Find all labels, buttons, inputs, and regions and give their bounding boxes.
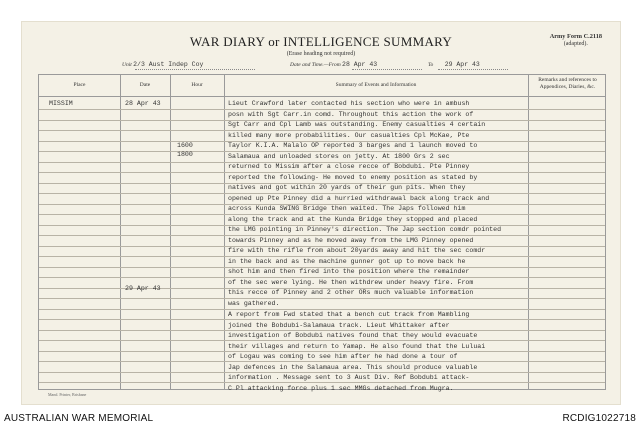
- summary-line: in the back and as the machine gunner got up to move back he: [228, 257, 466, 265]
- summary-line: reported the following- He moved to enemy position as stated by: [228, 173, 478, 181]
- summary-line: natives and got within 20 yards of their gun pits. When they: [228, 184, 466, 191]
- summary-line: along the track and at the Kunda Bridge they stopped and placed: [228, 215, 478, 223]
- ruled-line: [39, 382, 605, 383]
- column-divider: [120, 75, 121, 389]
- unit-field: [122, 61, 203, 68]
- summary-line: Taylor K.I.A. Malalo OP reported 3 barges and 1 launch moved to: [228, 142, 478, 149]
- column-divider: [528, 75, 529, 389]
- column-header-date: Date: [139, 82, 151, 88]
- footer-source: AUSTRALIAN WAR MEMORIAL: [4, 413, 154, 424]
- summary-line: was gathered.: [228, 299, 280, 307]
- summary-line: Jap defences in the Salamaua area. This should produce valuable: [228, 363, 478, 371]
- unit-label: Unit: [122, 62, 132, 68]
- ruled-line: [39, 330, 605, 331]
- ruled-line: [39, 361, 605, 362]
- diary-page: [22, 22, 620, 404]
- remarks-header-line-2: Appendices, Diaries, &c.: [539, 83, 596, 90]
- printer-credit: Mand. Printer, Brisbane: [48, 392, 87, 397]
- ruled-line: [39, 298, 605, 299]
- summary-line: the LMG pointing in Pinney's direction. The Jap section comdr pointed: [228, 226, 502, 233]
- date-from-underline: [352, 69, 422, 70]
- date-cell: 28 Apr 43: [125, 100, 161, 107]
- summary-line: returned to Missim after a close recce of Bobdubi. Pte Pinney: [228, 163, 470, 170]
- date-to-underline: [438, 69, 508, 70]
- ruled-line: [39, 351, 605, 352]
- ruled-line: [39, 340, 605, 341]
- summary-line: killed many more probabilities. Our casualties Cpl McKae, Pte: [228, 131, 470, 139]
- date-to-value: 29 Apr 43: [444, 61, 480, 68]
- form-number: [550, 33, 602, 48]
- summary-line: Sgt Carr and Cpl Lamb was outstanding. Enemy casualties 4 certain: [228, 121, 486, 128]
- column-divider: [170, 75, 171, 389]
- date-to-field: [428, 61, 480, 68]
- header-rule: [39, 96, 605, 97]
- summary-line: shot him and then fired into the position where the remainder: [228, 268, 470, 275]
- ruled-line: [39, 372, 605, 373]
- page-title: WAR DIARY or INTELLIGENCE SUMMARY: [189, 34, 453, 49]
- summary-line: this recce of Pinney and 2 other ORs much valuable information: [228, 289, 474, 296]
- page-subtitle: (Erase heading not required): [286, 51, 356, 57]
- column-divider: [224, 75, 225, 389]
- form-number-label: Army Form C.2118: [549, 33, 602, 40]
- summary-line: fire with the rifle from about 20yards away and hit the sec comdr: [228, 247, 486, 254]
- date-label: Date and Time.—From: [290, 62, 341, 68]
- summary-line: information . Message sent to 3 Aust Div. Ref Bobdubi attack-: [228, 374, 470, 381]
- summary-line: A report from Fwd stated that a bench cut track from Mambling: [228, 311, 470, 318]
- column-header-summary: Summary of Events and Information: [335, 82, 417, 88]
- hour-cell: 1800: [177, 151, 193, 158]
- unit-underline: [135, 69, 255, 70]
- footer-record-id: RCDIG1022718: [562, 413, 636, 424]
- column-header-remarks: [528, 77, 607, 90]
- hour-cell: 1600: [177, 142, 193, 149]
- summary-line: joined the Bobdubi-Salamaua track. Lieut Whittaker after: [228, 321, 450, 329]
- date-range-field: [290, 61, 377, 68]
- summary-line: across Kunda SWING Bridge then waited. The Japs followed him: [228, 205, 466, 212]
- form-adapted-note: (adapted).: [563, 41, 588, 47]
- summary-line: Salamaua and unloaded stores on jetty. At 1800 Grs 2 sec: [228, 152, 450, 160]
- date-from-value: 28 Apr 43: [342, 61, 378, 68]
- column-header-hour: Hour: [191, 82, 203, 88]
- summary-line: towards Pinney and as he moved away from the LMG Pinney opened: [228, 236, 474, 244]
- summary-line: their villages and return to Yamap. He also found that the Luluai: [228, 342, 486, 350]
- summary-line: posn with Sgt Carr.in comd. Throughout this action the work of: [228, 110, 474, 118]
- to-label: To: [428, 62, 434, 68]
- summary-line: opened up Pte Pinney did a hurried withdrawal back along track and: [228, 194, 490, 202]
- place-cell: MISSIM: [49, 100, 73, 107]
- summary-line: Lieut Crawford later contacted his section who were in ambush: [228, 100, 470, 107]
- summary-line: of Logau was coming to see him after he had done a tour of: [228, 353, 458, 360]
- date-cell: 29 Apr 43: [125, 285, 161, 292]
- ruled-line: [39, 319, 605, 320]
- unit-value: 2/3 Aust Indep Coy: [133, 61, 204, 68]
- remarks-header-line-1: Remarks and references to: [538, 77, 597, 83]
- summary-line: of the sec were lying. He then withdrew under heavy fire. From: [228, 278, 474, 286]
- column-header-place: Place: [73, 82, 86, 88]
- diary-table: [38, 74, 606, 390]
- ruled-line: [39, 309, 605, 310]
- summary-line: investigation of Bobdubi natives found that they would evacuate: [228, 332, 478, 339]
- summary-line: C Pl attacking force plus 1 sec MMGs detached from Mugra.: [228, 384, 454, 392]
